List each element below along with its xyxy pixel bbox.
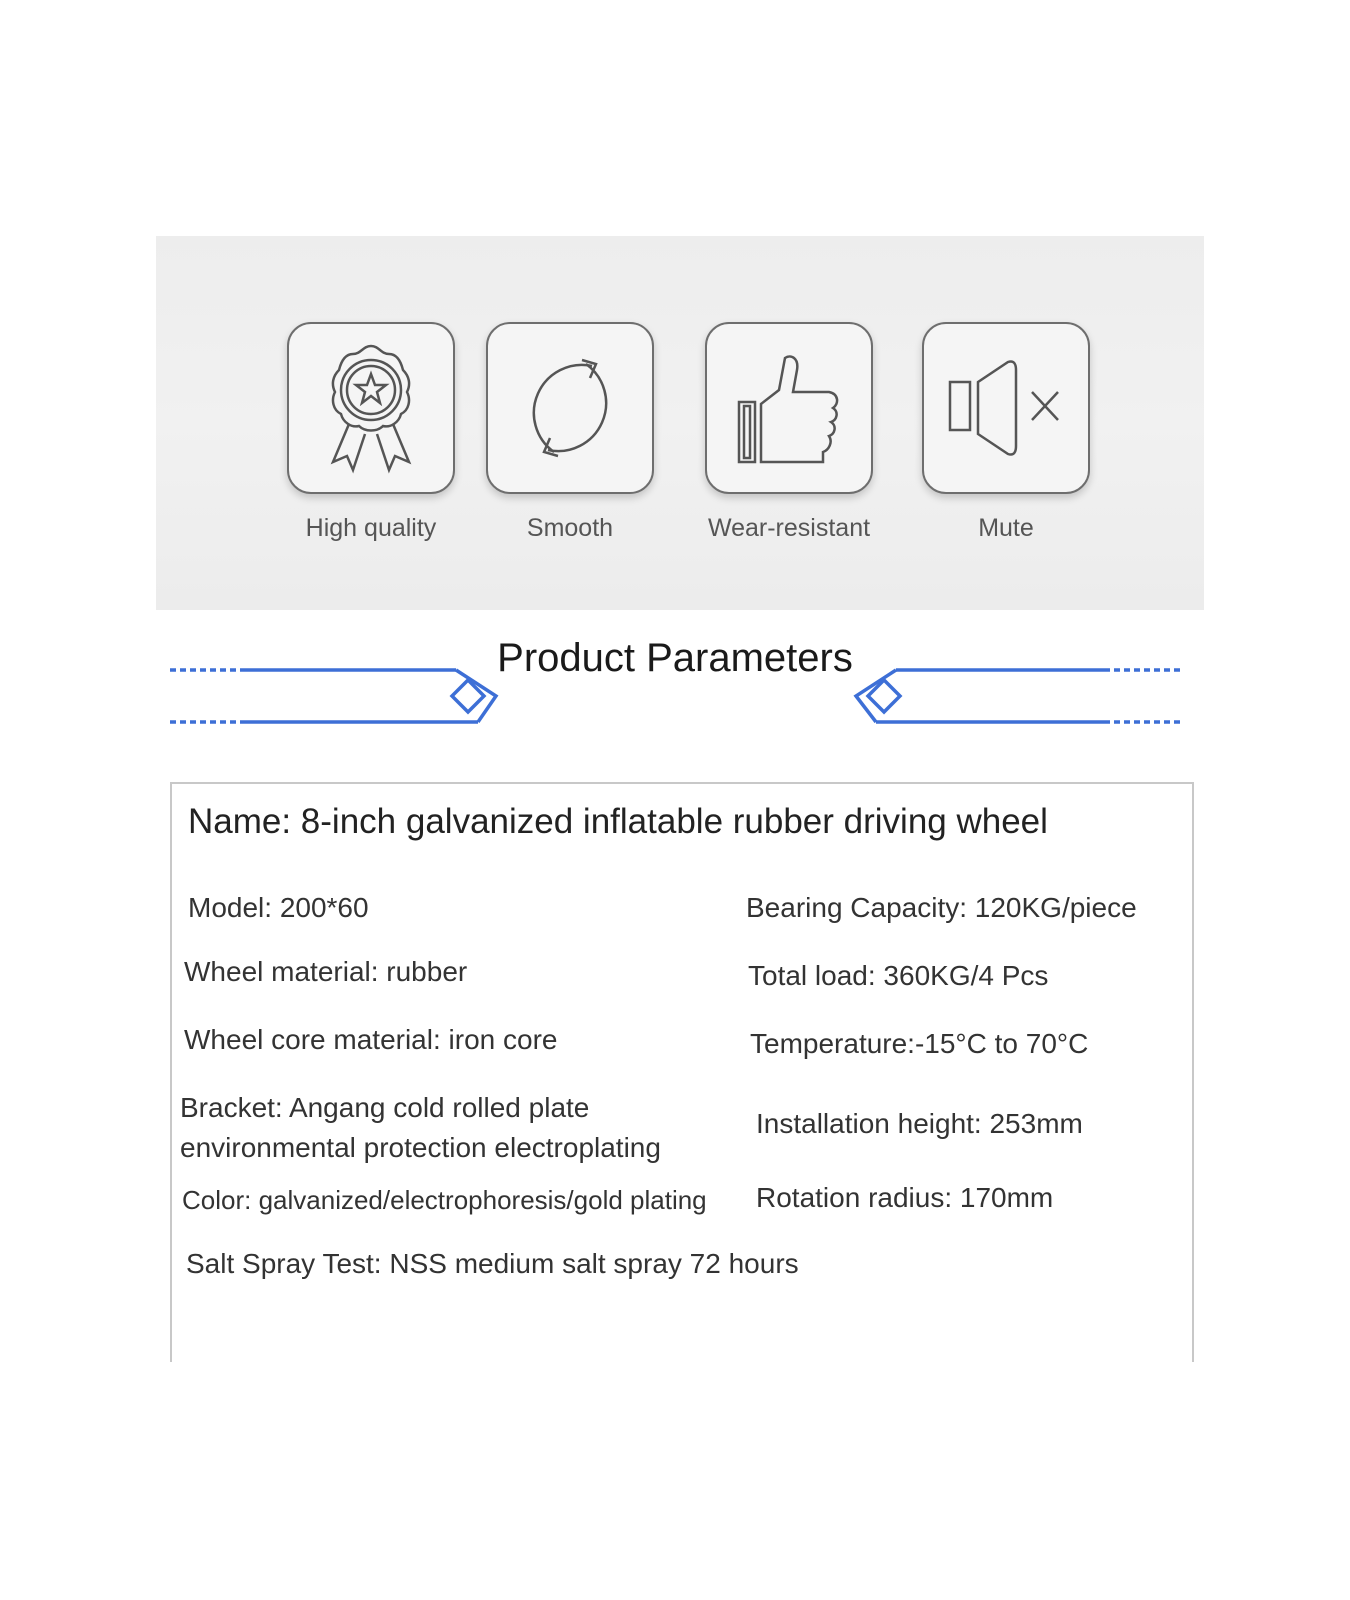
param-bracket-line2: environmental protection electroplating [180, 1132, 661, 1163]
feature-smooth [460, 322, 680, 543]
section-title-bar [0, 630, 1350, 740]
speaker-mute-icon [922, 322, 1090, 494]
param-installation-height: Installation height: 253mm [756, 1108, 1083, 1139]
param-salt-spray: Salt Spray Test: NSS medium salt spray 72 hours [186, 1248, 799, 1279]
param-temperature: Temperature:-15°C to 70°C [750, 1028, 1089, 1059]
param-rotation-radius: Rotation radius: 170mm [756, 1182, 1054, 1213]
param-total-load: Total load: 360KG/4 Pcs [748, 960, 1049, 991]
thumbs-up-icon [705, 322, 873, 494]
feature-label-mute: Mute [978, 514, 1034, 542]
feature-label-smooth: Smooth [526, 514, 614, 542]
param-name: Name: 8-inch galvanized inflatable rubber driving wheel [188, 802, 1048, 841]
rotate-arrows-icon [486, 322, 654, 494]
award-ribbon-icon [287, 322, 455, 494]
parameters-table [170, 782, 1194, 1362]
feature-high-quality [261, 322, 481, 543]
param-wheel-core-material: Wheel core material: iron core [184, 1024, 558, 1055]
section-title: Product Parameters [497, 636, 853, 680]
feature-mute [896, 322, 1116, 543]
param-color: Color: galvanized/electrophoresis/gold plating [182, 1185, 707, 1215]
param-bearing-capacity: Bearing Capacity: 120KG/piece [746, 892, 1137, 923]
param-wheel-material: Wheel material: rubber [184, 956, 468, 987]
feature-label-high-quality: High quality [305, 514, 437, 542]
param-bracket-line1: Bracket: Angang cold rolled plate [180, 1092, 590, 1123]
param-model: Model: 200*60 [188, 892, 369, 923]
features-panel [156, 236, 1204, 610]
feature-label-wear-resistant: Wear-resistant [707, 514, 871, 542]
feature-wear-resistant [679, 322, 899, 543]
